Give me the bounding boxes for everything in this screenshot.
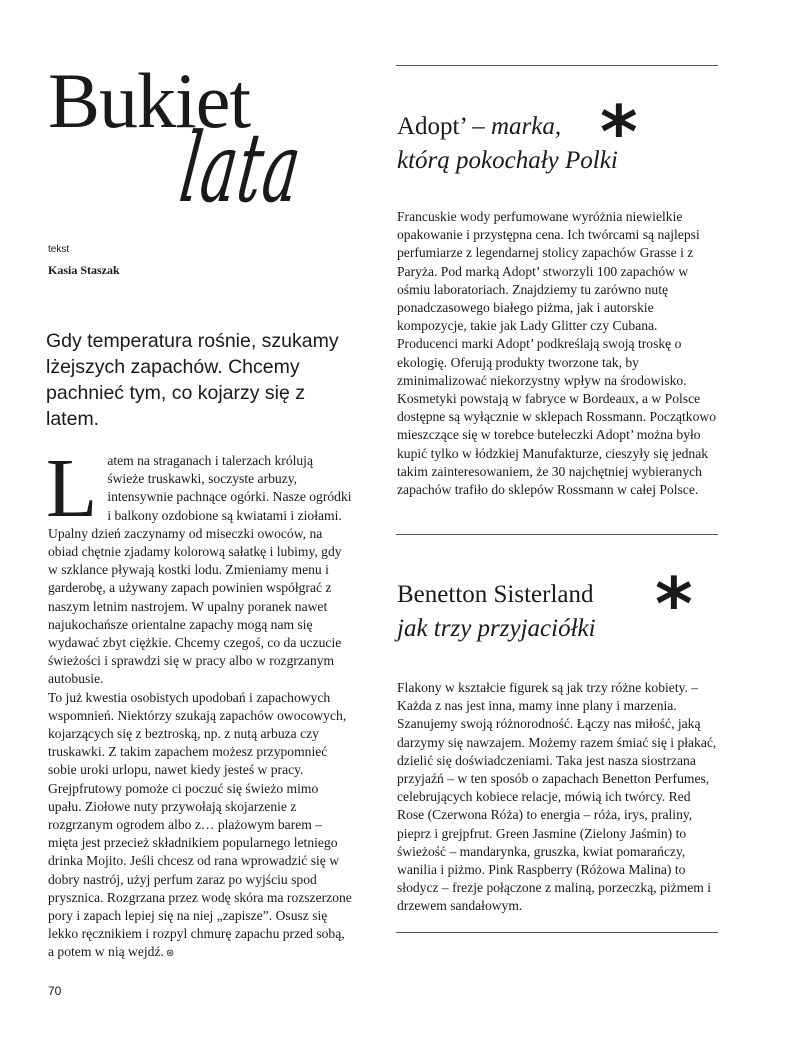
author-name: Kasia Staszak xyxy=(48,263,120,277)
adopt-heading-italic-1: marka, xyxy=(490,113,562,140)
article-paragraph-1: atem na straganach i talerzach królują świeże truskawki, soczyste arbuzy, intensywnie pachnące ogórki. Nasze ogródki i balkony ozdobione są kwiatami i ziołami. Upalny dzień zaczynamy od miseczki owoców, na obiad chętnie zjadamy kolorową sałatkę i lubimy, gdy w szklance pływają kostki lodu. Zmieniamy menu i garderobę, a używany zapach powinien współgrać z naszym letnim nastrojem. W upalny poranek nawet najukochańsze orientalne zapachy mogą nam się wydawać zbyt ciężkie. Chcemy czegoś, co da uczucie świeżości i sprawdzi się w pracy albo w rozgrzanym autobusie. xyxy=(48,453,352,687)
adopt-heading xyxy=(397,110,717,178)
bottom-divider xyxy=(396,932,718,933)
page-number: 70 xyxy=(48,984,62,998)
benetton-body: Flakony w kształcie figurek są jak trzy różne kobiety. – Każda z nas jest inna, mamy inne plany i marzenia. Szanujemy swoją różnorodność. Łączy nas miłość, jaką darzymy się nawzajem. Możemy razem śmiać się i płakać, dzielić się doświadczeniami. Taka jest nasza siostrzana przyjaźń – w ten sposób o zapachach Benetton Perfumes, celebrujących kobiece relacje, mówią ich twórcy. Red Rose (Czerwona Róża) to energia – róża, irys, praliny, pieprz i grejpfrut. Green Jasmine (Zielony Jaśmin) to świeżość – mandarynka, gruszka, kwiat pomarańczy, wanilia i piżmo. Pink Raspberry (Różowa Malina) to słodycz – frezje połączone z maliną, porzeczką, piżmem i drzewem sandałowym. xyxy=(397,680,717,914)
end-mark-icon: ⊛ xyxy=(165,948,175,960)
article-paragraph-2 xyxy=(48,689,353,964)
article-title-script: lata xyxy=(174,112,308,224)
benetton-heading-brand: Benetton Sisterland xyxy=(397,581,594,608)
adopt-heading-brand: Adopt’ – xyxy=(397,113,491,140)
credit-label: tekst xyxy=(48,244,70,255)
drop-cap: L xyxy=(46,442,98,535)
middle-divider xyxy=(396,534,718,535)
article-body xyxy=(46,442,353,964)
lead-paragraph: Gdy temperatura rośnie, szukamy lżejszych zapachów. Chcemy pachnieć tym, co kojarzy się z latem. xyxy=(46,330,339,430)
adopt-heading-italic-2: którą pokochały Polki xyxy=(397,147,618,174)
benetton-asterisk-icon: * xyxy=(655,562,693,646)
top-divider xyxy=(396,65,718,66)
article-paragraph-2-text: To już kwestia osobistych upodobań i zapachowych wspomnień. Niektórzy szukają zapachów owocowych, kojarzących się z beztroską, np. z nutą arbuza czy truskawki. Z takim zapachem możesz przypomnieć sobie uroki urlopu, nawet kiedy jesteś w pracy. Grejpfrutowy pomoże ci poczuć się świeżo mimo upału. Ziołowe nuty przywołają skojarzenie z rozgrzanym ogrodem albo z… plażowym barem – mięta jest przecież składnikiem popularnego letniego drinka Mojito. Jeśli chcesz od rana wprowadzić się w dobry nastrój, użyj perfum zaraz po wyjściu spod prysznica. Rozgrzana przez wodę skóra ma rozszerzone pory i zapach lepiej się na niej „zapisze”. Osusz się lekko ręcznikiem i rozpyl chmurę zapachu przed sobą, a potem w nią wejdź. xyxy=(48,689,352,960)
adopt-body: Francuskie wody perfumowane wyróżnia niewielkie opakowanie i przystępna cena. Ich twórcami są najlepsi perfumiarze z legendarnej stolicy zapachów Grasse i z Paryża. Pod marką Adopt’ stworzyli 100 zapachów w ośmiu laboratoriach. Znajdziemy tu zarówno nutę ponadczasowego białego piżma, jak i autorskie kompozycje, takie jak Lady Glitter czy Cubana. Producenci marki Adopt’ podkreślają swoją troskę o ekologię. Oferują produkty tworzone tak, by zminimalizować niekorzystny wpływ na środowisko. Kosmetyki powstają w fabryce w Bordeaux, a w Polsce dostępne są wyłącznie w sklepach Rossmann. Początkowo mieszczące się w torebce buteleczki Adopt’ można było kupić tylko w łódzkiej Manufakturze, cieszyły się jednak takim zainteresowaniem, że 30 najchętniej wybieranych zapachów trafiło do sklepów Rossmann w całej Polsce. xyxy=(397,209,716,498)
benetton-heading-italic: jak trzy przyjaciółki xyxy=(397,615,596,642)
article-title: Bukiet xyxy=(48,57,250,144)
adopt-asterisk-icon: * xyxy=(600,90,638,174)
